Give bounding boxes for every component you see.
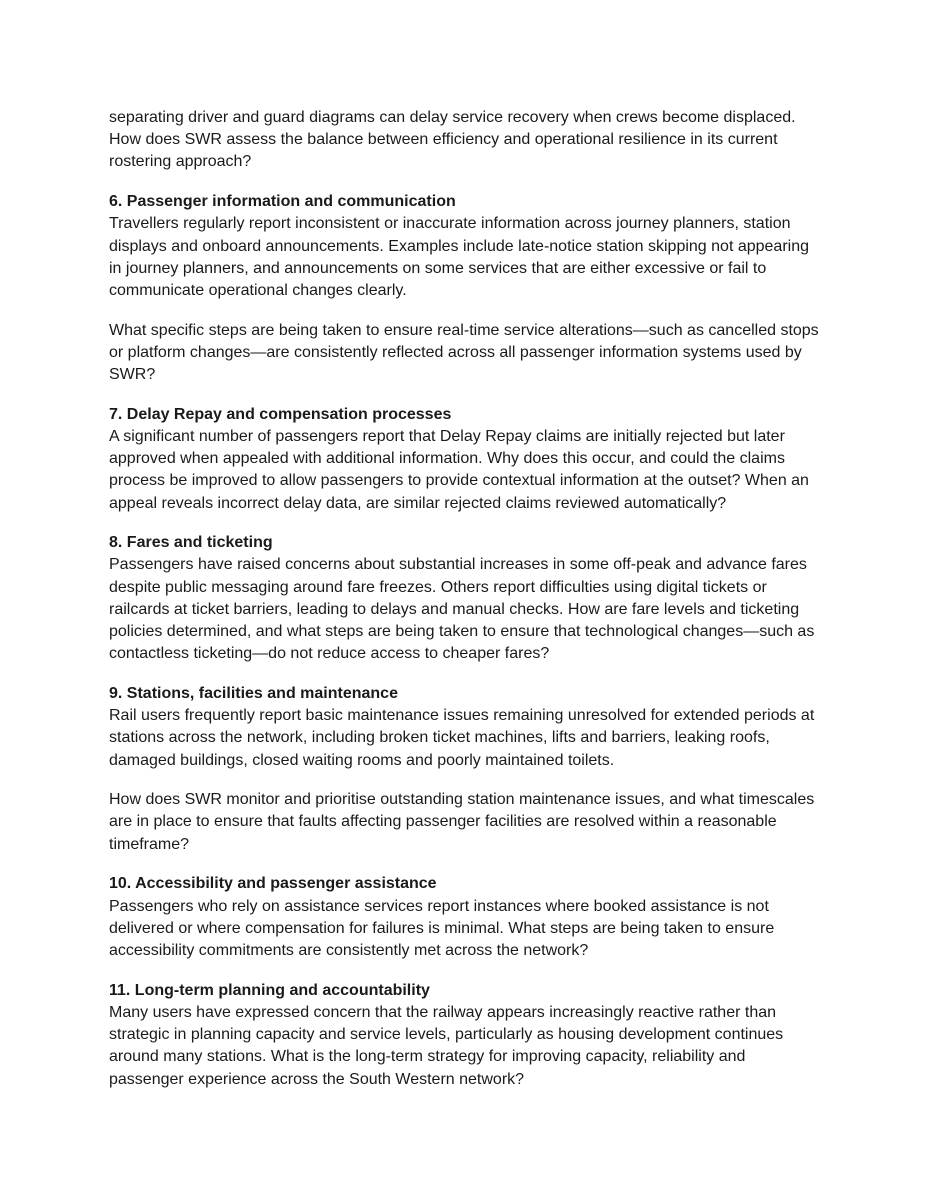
- section-paragraph: Many users have expressed concern that the railway appears increasingly reactive rather than strategic in planning capacity and service levels, particularly as housing development continues around many stations. What is the long-term strategy for improving capacity, reliability and passenger experience across the South Western network?: [109, 1003, 784, 1088]
- section-heading: 10. Accessibility and passenger assistance: [109, 875, 437, 893]
- section-stations-maintenance: [109, 683, 824, 856]
- section-heading: 9. Stations, facilities and maintenance: [109, 684, 398, 702]
- section-question: How does SWR monitor and prioritise outstanding station maintenance issues, and what timescales are in place to ensure that faults affecting passenger facilities are resolved within a reasonable timeframe?: [109, 791, 815, 853]
- section-question: What specific steps are being taken to ensure real-time service alterations—such as cancelled stops or platform changes—are consistently reflected across all passenger information systems used by SWR?: [109, 321, 819, 384]
- document-page: [109, 107, 824, 1091]
- intro-paragraph: separating driver and guard diagrams can delay service recovery when crews become displaced. How does SWR assess the balance between efficiency and operational resilience in its current rostering approach?: [109, 109, 796, 171]
- section-paragraph: Passengers who rely on assistance services report instances where booked assistance is not delivered or where compensation for failures is minimal. What steps are being taken to ensure accessibility commitments are consistently met across the network?: [109, 897, 775, 959]
- section-heading: 11. Long-term planning and accountability: [109, 981, 430, 999]
- section-long-term-planning: [109, 980, 824, 1091]
- section-fares-ticketing: [109, 532, 824, 665]
- section-accessibility: [109, 873, 824, 962]
- section-heading: 7. Delay Repay and compensation processes: [109, 405, 452, 423]
- section-paragraph: Rail users frequently report basic maintenance issues remaining unresolved for extended periods at stations across the network, including broken ticket machines, lifts and barriers, leaking roofs, damaged buildings, closed waiting rooms and poorly maintained toilets.: [109, 707, 815, 769]
- section-delay-repay: [109, 404, 824, 515]
- section-paragraph: A significant number of passengers report that Delay Repay claims are initially rejected but later approved when appealed with additional information. Why does this occur, and could the claims process be improved to allow passengers to provide contextual information at the outset? When an appeal reveals incorrect delay data, are similar rejected claims reviewed automatically?: [109, 427, 809, 512]
- section-heading: 6. Passenger information and communication: [109, 193, 456, 211]
- section-heading: 8. Fares and ticketing: [109, 534, 273, 552]
- section-paragraph: Travellers regularly report inconsistent or inaccurate information across journey planners, station displays and onboard announcements. Examples include late-notice station skipping not appearing in journey planners, and announcements on some services that are either excessive or fail to communicate operational changes clearly.: [109, 215, 810, 299]
- section-paragraph: Passengers have raised concerns about substantial increases in some off-peak and advance fares despite public messaging around fare freezes. Others report difficulties using digital tickets or railcards at ticket barriers, leading to delays and manual checks. How are fare levels and ticketing policies determined, and what steps are being taken to ensure that technological changes—such as contactless ticketing—do not reduce access to cheaper fares?: [109, 556, 815, 663]
- section-passenger-information: [109, 191, 824, 386]
